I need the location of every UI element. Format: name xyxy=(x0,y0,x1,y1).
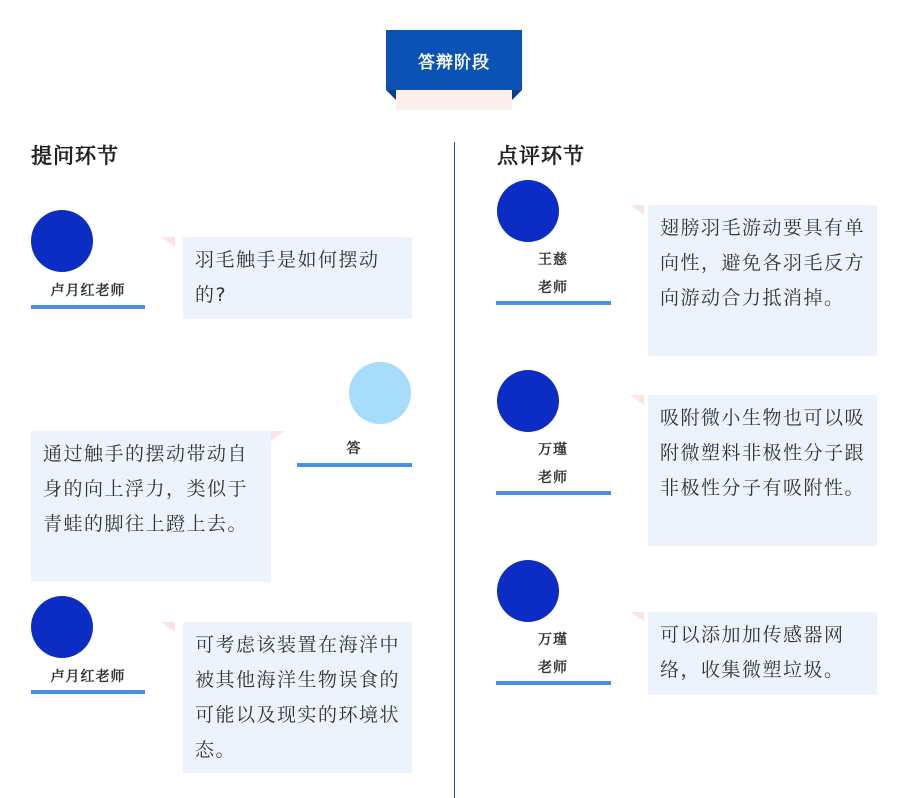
avatar xyxy=(349,362,411,424)
center-divider xyxy=(454,142,455,798)
speaker-underline xyxy=(496,681,611,685)
title-shadow xyxy=(396,90,512,110)
question-bubble: 可考虑该装置在海洋中被其他海洋生物误食的可能以及现实的环境状态。 xyxy=(183,622,412,773)
bubble-tail xyxy=(630,612,644,622)
avatar xyxy=(497,370,559,432)
speaker-underline xyxy=(496,301,611,305)
bubble-tail xyxy=(630,205,644,215)
speaker-name: 万瑾 xyxy=(538,442,568,458)
bubble-tail xyxy=(161,237,175,247)
speaker-name: 王慈 xyxy=(538,252,568,268)
avatar xyxy=(497,180,559,242)
speaker-name: 卢月红老师 xyxy=(50,669,126,685)
speaker-underline xyxy=(297,463,412,467)
speaker-underline xyxy=(496,491,611,495)
comment-bubble: 可以添加加传感器网络，收集微塑垃圾。 xyxy=(648,612,877,695)
speaker-role: 老师 xyxy=(538,660,568,676)
title-fold-right xyxy=(512,90,522,100)
speaker-name: 万瑾 xyxy=(538,632,568,648)
avatar xyxy=(31,210,93,272)
avatar xyxy=(497,560,559,622)
speaker-role: 老师 xyxy=(538,280,568,296)
section-title-questions: 提问环节 xyxy=(31,144,119,168)
avatar xyxy=(31,596,93,658)
bubble-tail xyxy=(630,395,644,405)
speaker-role: 老师 xyxy=(538,470,568,486)
comment-bubble: 吸附微小生物也可以吸附微塑料非极性分子跟非极性分子有吸附性。 xyxy=(648,395,877,546)
bubble-tail xyxy=(161,622,175,632)
question-bubble: 羽毛触手是如何摆动的? xyxy=(183,237,412,319)
section-title-comments: 点评环节 xyxy=(497,144,585,168)
speaker-underline xyxy=(31,305,145,309)
answer-bubble: 通过触手的摆动带动自身的向上浮力，类似于青蛙的脚往上蹬上去。 xyxy=(31,431,271,582)
speaker-name: 答 xyxy=(346,441,362,457)
title-fold-left xyxy=(386,90,396,100)
speaker-name: 卢月红老师 xyxy=(50,283,126,299)
speaker-underline xyxy=(31,690,145,694)
comment-bubble: 翅膀羽毛游动要具有单向性，避免各羽毛反方向游动合力抵消掉。 xyxy=(648,205,877,356)
bubble-tail xyxy=(271,431,285,441)
page-title: 答辩阶段 xyxy=(386,30,522,90)
